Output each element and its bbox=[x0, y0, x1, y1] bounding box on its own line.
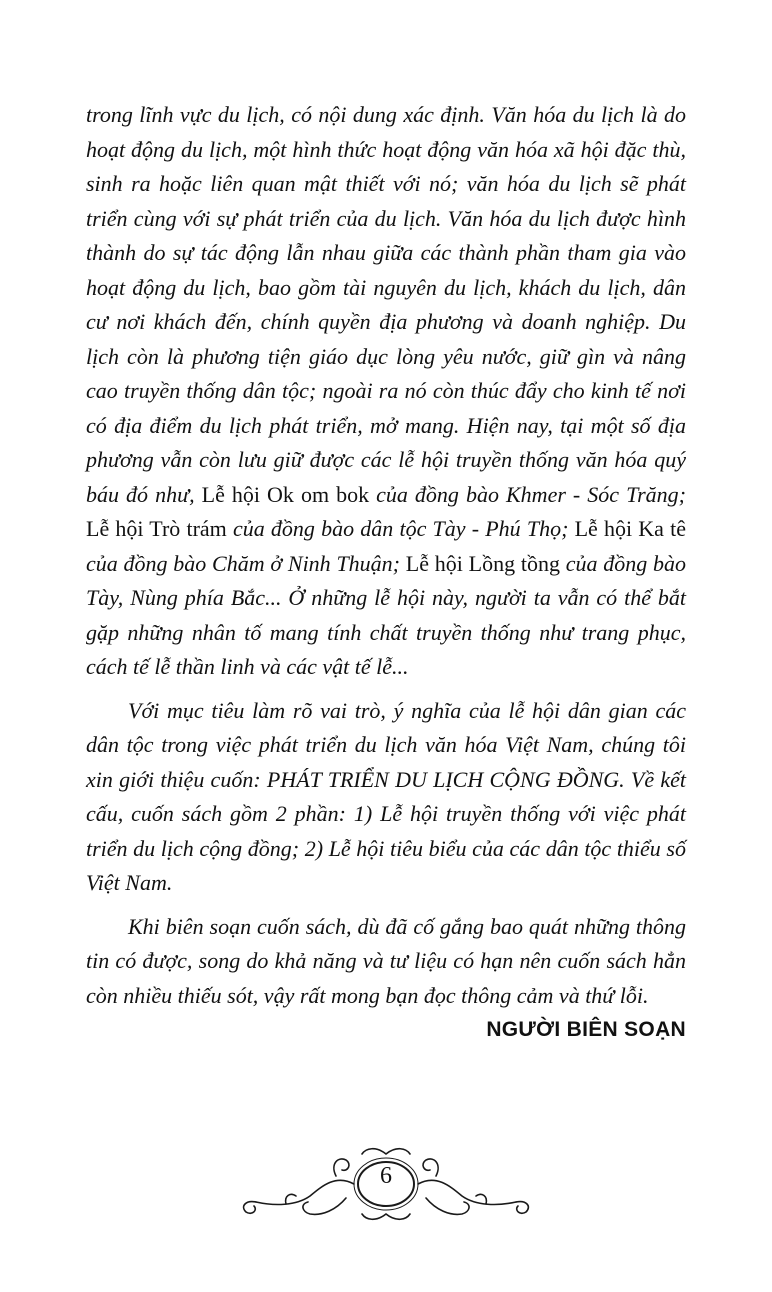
text-segment: của đồng bào Chăm ở Ninh Thuận; bbox=[86, 550, 406, 576]
author-signature: NGƯỜI BIÊN SOẠN bbox=[486, 1018, 686, 1041]
paragraph-2: Với mục tiêu làm rõ vai trò, ý nghĩa của lễ hội dân gian các dân tộc trong việc phát triển du lịch văn hóa Việt Nam, chúng tôi xin giới thiệu cuốn: PHÁT TRIỂN DU LỊCH CỘNG ĐỒNG. Về kết cấu, cuốn sách gồm 2 phần: 1) Lễ hội truyền thống với việc phát triển du lịch cộng đồng; 2) Lễ hội tiêu biểu của các dân tộc thiểu số Việt Nam. bbox=[86, 697, 686, 895]
paragraph-1 bbox=[86, 98, 686, 685]
festival-name: Lễ hội Ka tê bbox=[574, 516, 686, 541]
festival-name: Lễ hội Lồng tồng bbox=[405, 550, 560, 576]
text-segment: trong lĩnh vực du lịch, có nội dung xác định. Văn hóa du lịch là do hoạt động du lịch, một hình thức hoạt động văn hóa xã hội đặc thù, sinh ra hoặc liên quan mật thiết với nó; văn hóa du lịch sẽ phát triển cùng với sự phát triển của du lịch. Văn hóa du lịch được hình thành do sự tác động lẫn nhau giữa các thành phần tham gia vào hoạt động du lịch, bao gồm tài nguyên du lịch, khách du lịch, dân cư nơi khách đến, chính quyền địa phương và doanh nghiệp. Du lịch còn là phương tiện giáo dục lòng yêu nước, giữ gìn và nâng cao truyền thống dân tộc; ngoài ra nó còn thúc đẩy cho kinh tế nơi có địa điểm du lịch phát triển, mở mang. Hiện nay, tại một số địa phương vẫn còn lưu giữ được các lễ hội truyền thống văn hóa quý báu đó như, bbox=[86, 102, 686, 507]
scroll-ornament-icon bbox=[226, 1140, 546, 1240]
festival-name: Lễ hội Trò trám bbox=[86, 516, 227, 541]
page-number: 6 bbox=[380, 1163, 392, 1189]
text-segment: của đồng bào dân tộc Tày - Phú Thọ; bbox=[226, 516, 575, 541]
festival-name: Lễ hội Ok om bok bbox=[201, 481, 370, 507]
body-text bbox=[86, 98, 686, 1022]
paragraph-3: Khi biên soạn cuốn sách, dù đã cố gắng bao quát những thông tin có được, song do khả năng và tư liệu có hạn nên cuốn sách hẳn còn nhiều thiếu sót, vậy rất mong bạn đọc thông cảm và thứ lỗi. bbox=[86, 913, 686, 1008]
text-segment: của đồng bào Khmer - Sóc Trăng; bbox=[369, 481, 687, 507]
text-segment: của đồng bào Tày, Nùng phía Bắc... Ở những lễ hội này, người ta vẫn có thể bắt gặp những nhân tố mang tính chất truyền thống như trang phục, cách tế lễ thần linh và các vật tế lễ... bbox=[86, 550, 687, 679]
